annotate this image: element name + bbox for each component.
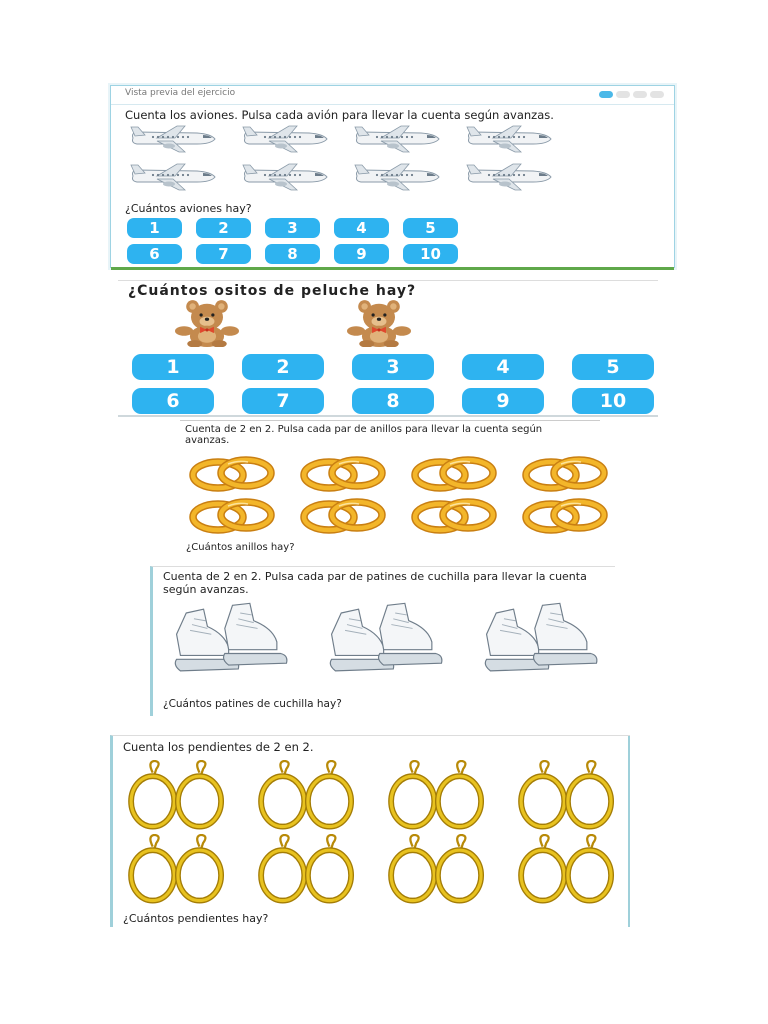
airplane-icon[interactable]: [127, 124, 217, 154]
teddy-bear-icon[interactable]: [142, 299, 272, 347]
answer-button-6[interactable]: 6: [132, 388, 214, 414]
earring-pair-icon[interactable]: [123, 760, 231, 832]
answer-button-3[interactable]: 3: [352, 354, 434, 380]
exercise-airplanes: [110, 85, 675, 268]
divider: [111, 267, 674, 270]
answer-button-8[interactable]: 8: [265, 244, 320, 264]
earring-pair-icon[interactable]: [253, 834, 361, 906]
earring-row-2: [123, 834, 621, 906]
question-text: ¿Cuántos patines de cuchilla hay?: [163, 698, 342, 710]
preview-title: Vista previa del ejercicio: [125, 88, 236, 98]
answer-button-7[interactable]: 7: [196, 244, 251, 264]
earring-pair-icon[interactable]: [383, 834, 491, 906]
ring-pair-icon[interactable]: [410, 454, 500, 494]
airplane-row-2: [127, 162, 553, 192]
answer-button-7[interactable]: 7: [242, 388, 324, 414]
instruction-text: Cuenta de 2 en 2. Pulsa cada par de patines de cuchilla para llevar la cuenta según avanzas.: [163, 570, 587, 596]
ring-pair-icon[interactable]: [188, 454, 278, 494]
answer-button-4[interactable]: 4: [334, 218, 389, 238]
instruction-text: Cuenta los aviones. Pulsa cada avión para llevar la cuenta según avanzas.: [125, 108, 554, 122]
answer-button-5[interactable]: 5: [572, 354, 654, 380]
answer-button-10[interactable]: 10: [572, 388, 654, 414]
answer-button-1[interactable]: 1: [132, 354, 214, 380]
question-text: ¿Cuántos aviones hay?: [125, 202, 252, 215]
answer-button-10[interactable]: 10: [403, 244, 458, 264]
question-text: ¿Cuántos pendientes hay?: [123, 912, 269, 925]
answer-button-5[interactable]: 5: [403, 218, 458, 238]
ring-pair-icon[interactable]: [521, 496, 611, 536]
answer-button-4[interactable]: 4: [462, 354, 544, 380]
question-text: ¿Cuántos ositos de peluche hay?: [128, 283, 417, 299]
answer-buttons: [127, 218, 458, 264]
earring-row-1: [123, 760, 621, 832]
earring-pair-icon[interactable]: [513, 760, 621, 832]
instruction-text: Cuenta los pendientes de 2 en 2.: [123, 740, 314, 754]
exercise-rings: [180, 420, 600, 558]
ring-pair-icon[interactable]: [299, 454, 389, 494]
divider: [628, 736, 630, 927]
airplane-icon[interactable]: [351, 124, 441, 154]
bear-row: [142, 299, 444, 347]
exercise-ice-skates: [150, 566, 615, 716]
earring-pair-icon[interactable]: [383, 760, 491, 832]
skate-row: [165, 601, 610, 679]
ring-pair-icon[interactable]: [410, 496, 500, 536]
ring-row-1: [188, 454, 611, 494]
airplane-icon[interactable]: [239, 124, 329, 154]
earring-pair-icon[interactable]: [253, 760, 361, 832]
airplane-icon[interactable]: [127, 162, 217, 192]
answer-buttons: [132, 354, 654, 414]
teddy-bear-icon[interactable]: [314, 299, 444, 347]
ice-skates-icon[interactable]: [320, 601, 455, 679]
earring-pair-icon[interactable]: [513, 834, 621, 906]
ring-pair-icon[interactable]: [299, 496, 389, 536]
answer-button-1[interactable]: 1: [127, 218, 182, 238]
answer-button-9[interactable]: 9: [462, 388, 544, 414]
answer-button-3[interactable]: 3: [265, 218, 320, 238]
airplane-icon[interactable]: [351, 162, 441, 192]
preview-header: [111, 86, 674, 105]
ice-skates-icon[interactable]: [475, 601, 610, 679]
progress-dots: [599, 91, 664, 98]
ring-pair-icon[interactable]: [521, 454, 611, 494]
airplane-row-1: [127, 124, 553, 154]
exercise-earrings: [110, 735, 630, 927]
exercise-teddy-bears: [118, 280, 658, 417]
earring-pair-icon[interactable]: [123, 834, 231, 906]
answer-button-9[interactable]: 9: [334, 244, 389, 264]
instruction-text: Cuenta de 2 en 2. Pulsa cada par de anillos para llevar la cuenta según avanzas.: [185, 424, 543, 446]
ring-row-2: [188, 496, 611, 536]
ring-pair-icon[interactable]: [188, 496, 278, 536]
answer-button-2[interactable]: 2: [196, 218, 251, 238]
question-text: ¿Cuántos anillos hay?: [186, 542, 295, 553]
answer-button-6[interactable]: 6: [127, 244, 182, 264]
answer-button-2[interactable]: 2: [242, 354, 324, 380]
airplane-icon[interactable]: [463, 162, 553, 192]
ice-skates-icon[interactable]: [165, 601, 300, 679]
answer-button-8[interactable]: 8: [352, 388, 434, 414]
airplane-icon[interactable]: [463, 124, 553, 154]
airplane-icon[interactable]: [239, 162, 329, 192]
